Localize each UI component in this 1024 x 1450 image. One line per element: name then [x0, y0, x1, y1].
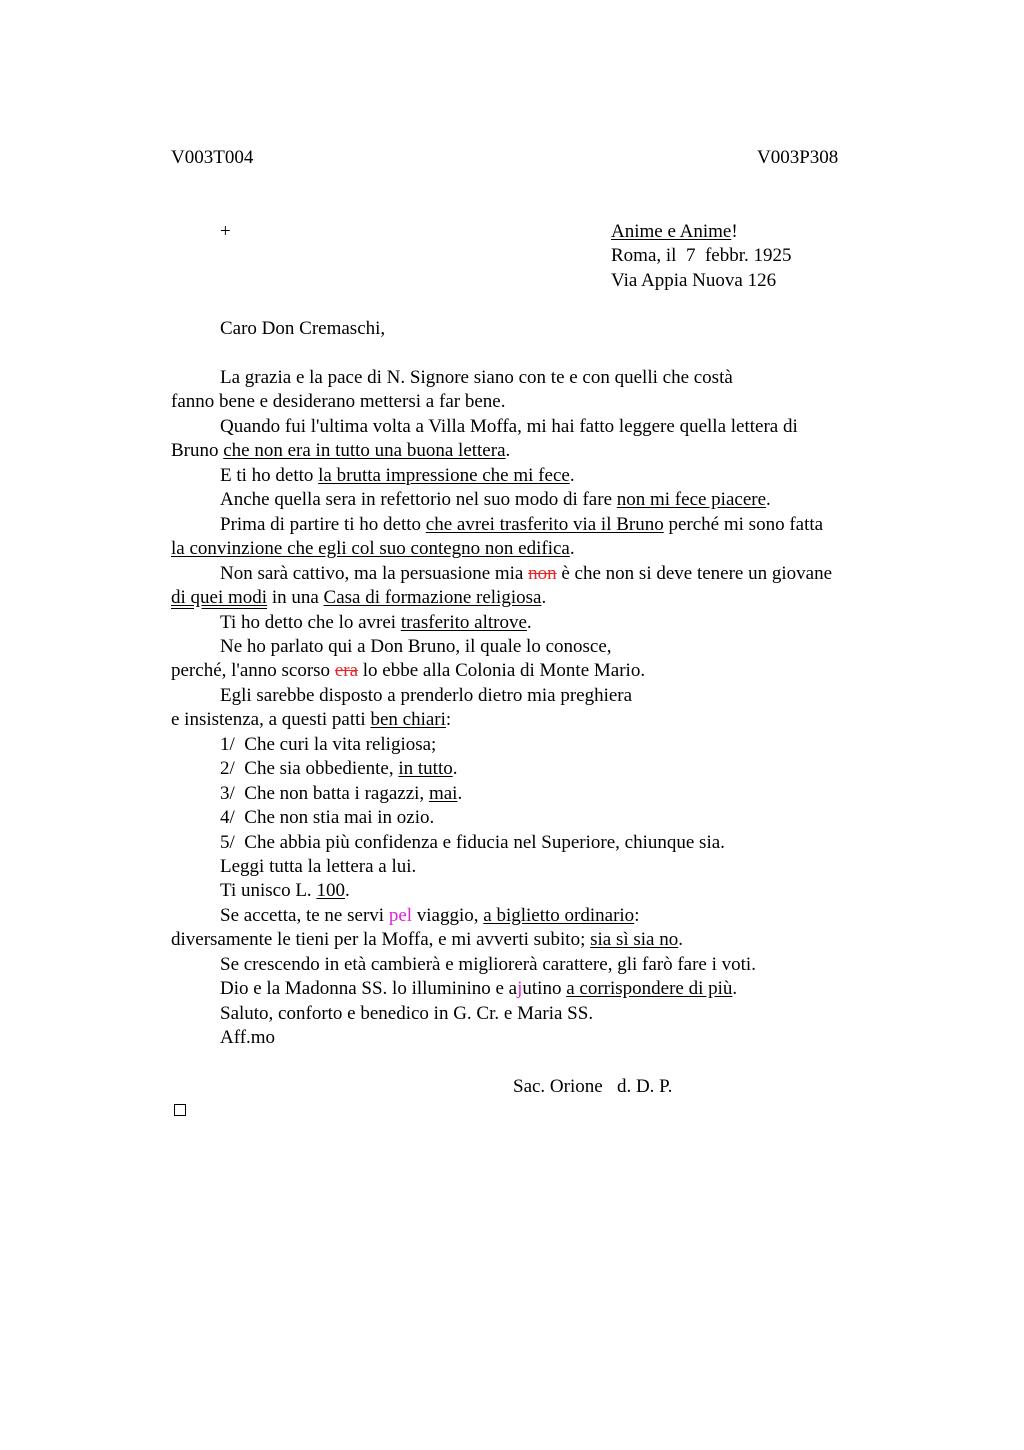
- line-text: viaggio,: [412, 904, 484, 926]
- line-text: .: [505, 440, 511, 462]
- letter-line: [220, 806, 434, 830]
- letter-line: [220, 733, 436, 757]
- signature: Sac. Orione d. D. P.: [513, 1076, 673, 1097]
- line-text: .: [452, 758, 458, 780]
- deleted-text: era: [334, 660, 359, 682]
- line-text: utino: [522, 978, 567, 1000]
- letter-line: [220, 977, 737, 1001]
- line-text: Prima di partire ti ho detto: [220, 513, 426, 535]
- end-box-mark: [174, 1104, 186, 1116]
- dateline-address: Via Appia Nuova 126: [611, 270, 777, 291]
- line-text: Saluto, conforto e benedico in G. Cr. e Maria SS.: [220, 1002, 594, 1024]
- letter-line: [171, 708, 451, 732]
- line-text: .: [344, 880, 350, 902]
- salutation: Caro Don Cremaschi,: [220, 318, 386, 339]
- underlined-text: a biglietto ordinario: [483, 904, 635, 926]
- line-text: Bruno: [171, 440, 224, 462]
- line-text: 4/ Che non stia mai in ozio.: [220, 807, 435, 829]
- underlined-text: la brutta impressione che mi fece: [318, 464, 570, 486]
- line-text: in una: [267, 587, 324, 609]
- letter-line: [220, 879, 350, 903]
- underlined-text: trasferito altrove: [400, 611, 527, 633]
- line-text: Aff.mo: [220, 1027, 276, 1049]
- line-text: .: [541, 587, 547, 609]
- line-text: Dio e la Madonna SS. lo illuminino e a: [220, 978, 518, 1000]
- line-text: perché, l'anno scorso: [171, 660, 335, 682]
- letter-line: [220, 757, 457, 781]
- letter-line: [220, 831, 725, 855]
- line-text: perché mi sono fatta: [663, 513, 824, 535]
- line-text: Ti unisco L.: [220, 880, 317, 902]
- letter-line: [171, 439, 510, 463]
- line-text: La grazia e la pace di N. Signore siano con te e con quelli che costà: [220, 367, 733, 388]
- letter-line: [220, 611, 532, 635]
- line-text: .: [678, 929, 683, 951]
- line-text: .: [457, 782, 463, 804]
- letter-line: [220, 904, 639, 928]
- line-text: 5/ Che abbia più confidenza e fiducia nel Superiore, chiunque sia.: [220, 831, 725, 853]
- line-text: .: [766, 489, 771, 511]
- line-text: lo ebbe alla Colonia di Monte Mario.: [358, 660, 646, 682]
- line-text: .: [732, 978, 738, 1000]
- underlined-text: 100: [316, 880, 345, 902]
- motto-punct: !: [731, 221, 738, 242]
- underlined-text: che avrei trasferito via il Bruno: [425, 513, 664, 535]
- line-text: .: [526, 611, 532, 633]
- line-text: Leggi tutta la lettera a lui.: [220, 856, 417, 877]
- inserted-text: pel: [388, 904, 413, 926]
- line-text: :: [445, 709, 452, 731]
- letter-line: [171, 659, 645, 683]
- line-text: e insistenza, a questi patti: [171, 709, 371, 731]
- double-underlined-text: di quei modi: [171, 587, 268, 609]
- line-text: Ti ho detto che lo avrei: [220, 611, 401, 633]
- inserted-text: j: [517, 978, 523, 1000]
- line-text: :: [634, 904, 640, 926]
- underlined-text: che non era in tutto una buona lettera: [223, 440, 506, 462]
- line-text: Non sarà cattivo, ma la persuasione mia: [220, 562, 529, 584]
- letter-line: [220, 464, 575, 488]
- letter-line: [220, 684, 632, 708]
- underlined-text: a corrispondere di più: [566, 978, 733, 1000]
- line-text: diversamente le tieni per la Moffa, e mi avverti subito;: [171, 929, 591, 951]
- line-text: Se crescendo in età cambierà e migliorerà carattere, gli farò fare i voti.: [220, 953, 756, 975]
- letter-line: [171, 928, 683, 952]
- header-right-code: V003P308: [757, 147, 839, 168]
- underlined-text: mai: [428, 782, 458, 804]
- underlined-text: in tutto: [398, 758, 453, 780]
- underlined-text: sia sì sia no: [590, 929, 679, 951]
- line-text: Quando fui l'ultima volta a Villa Moffa, mi hai fatto leggere quella lettera di: [220, 415, 798, 437]
- letter-line: [220, 513, 823, 537]
- letter-line: [171, 586, 546, 610]
- cross-mark: +: [220, 221, 231, 242]
- dateline-place-date: Roma, il 7 febbr. 1925: [611, 245, 792, 266]
- line-text: E ti ho detto: [220, 464, 319, 486]
- line-text: .: [569, 464, 575, 486]
- line-text: fanno bene e desiderano mettersi a far bene.: [171, 391, 506, 413]
- letter-line: [220, 635, 612, 659]
- dateline-motto: [611, 220, 738, 244]
- header-left-code: V003T004: [171, 147, 254, 168]
- line-text: è che non si deve tenere un giovane: [556, 562, 833, 584]
- letter-line: [220, 782, 462, 806]
- letter-line: [220, 1002, 593, 1026]
- underlined-text: la convinzione che egli col suo contegno non edifica: [171, 538, 570, 560]
- letter-line: [171, 390, 505, 414]
- letter-line: [220, 415, 798, 439]
- line-text: Ne ho parlato qui a Don Bruno, il quale lo conosce,: [220, 635, 612, 657]
- line-text: Se accetta, te ne servi: [220, 904, 389, 926]
- line-text: Anche quella sera in refettorio nel suo modo di fare: [220, 489, 617, 511]
- line-text: 2/ Che sia obbediente,: [220, 758, 399, 780]
- letter-line: [220, 488, 771, 512]
- letter-line: [220, 562, 832, 586]
- line-text: Egli sarebbe disposto a prenderlo dietro mia preghiera: [220, 684, 633, 706]
- motto-text: Anime e Anime: [611, 221, 732, 242]
- deleted-text: non: [528, 562, 557, 584]
- underlined-text: non mi fece piacere: [616, 489, 767, 511]
- letter-line: [220, 855, 416, 879]
- underlined-text: ben chiari: [370, 709, 446, 731]
- letter-line: [220, 366, 733, 390]
- underlined-text: Casa di formazione religiosa: [323, 587, 542, 609]
- line-text: 3/ Che non batta i ragazzi,: [220, 782, 429, 804]
- letter-line: [220, 953, 756, 977]
- line-text: .: [569, 538, 575, 560]
- letter-line: [171, 537, 575, 561]
- line-text: 1/ Che curi la vita religiosa;: [220, 733, 437, 755]
- letter-line: [220, 1026, 275, 1050]
